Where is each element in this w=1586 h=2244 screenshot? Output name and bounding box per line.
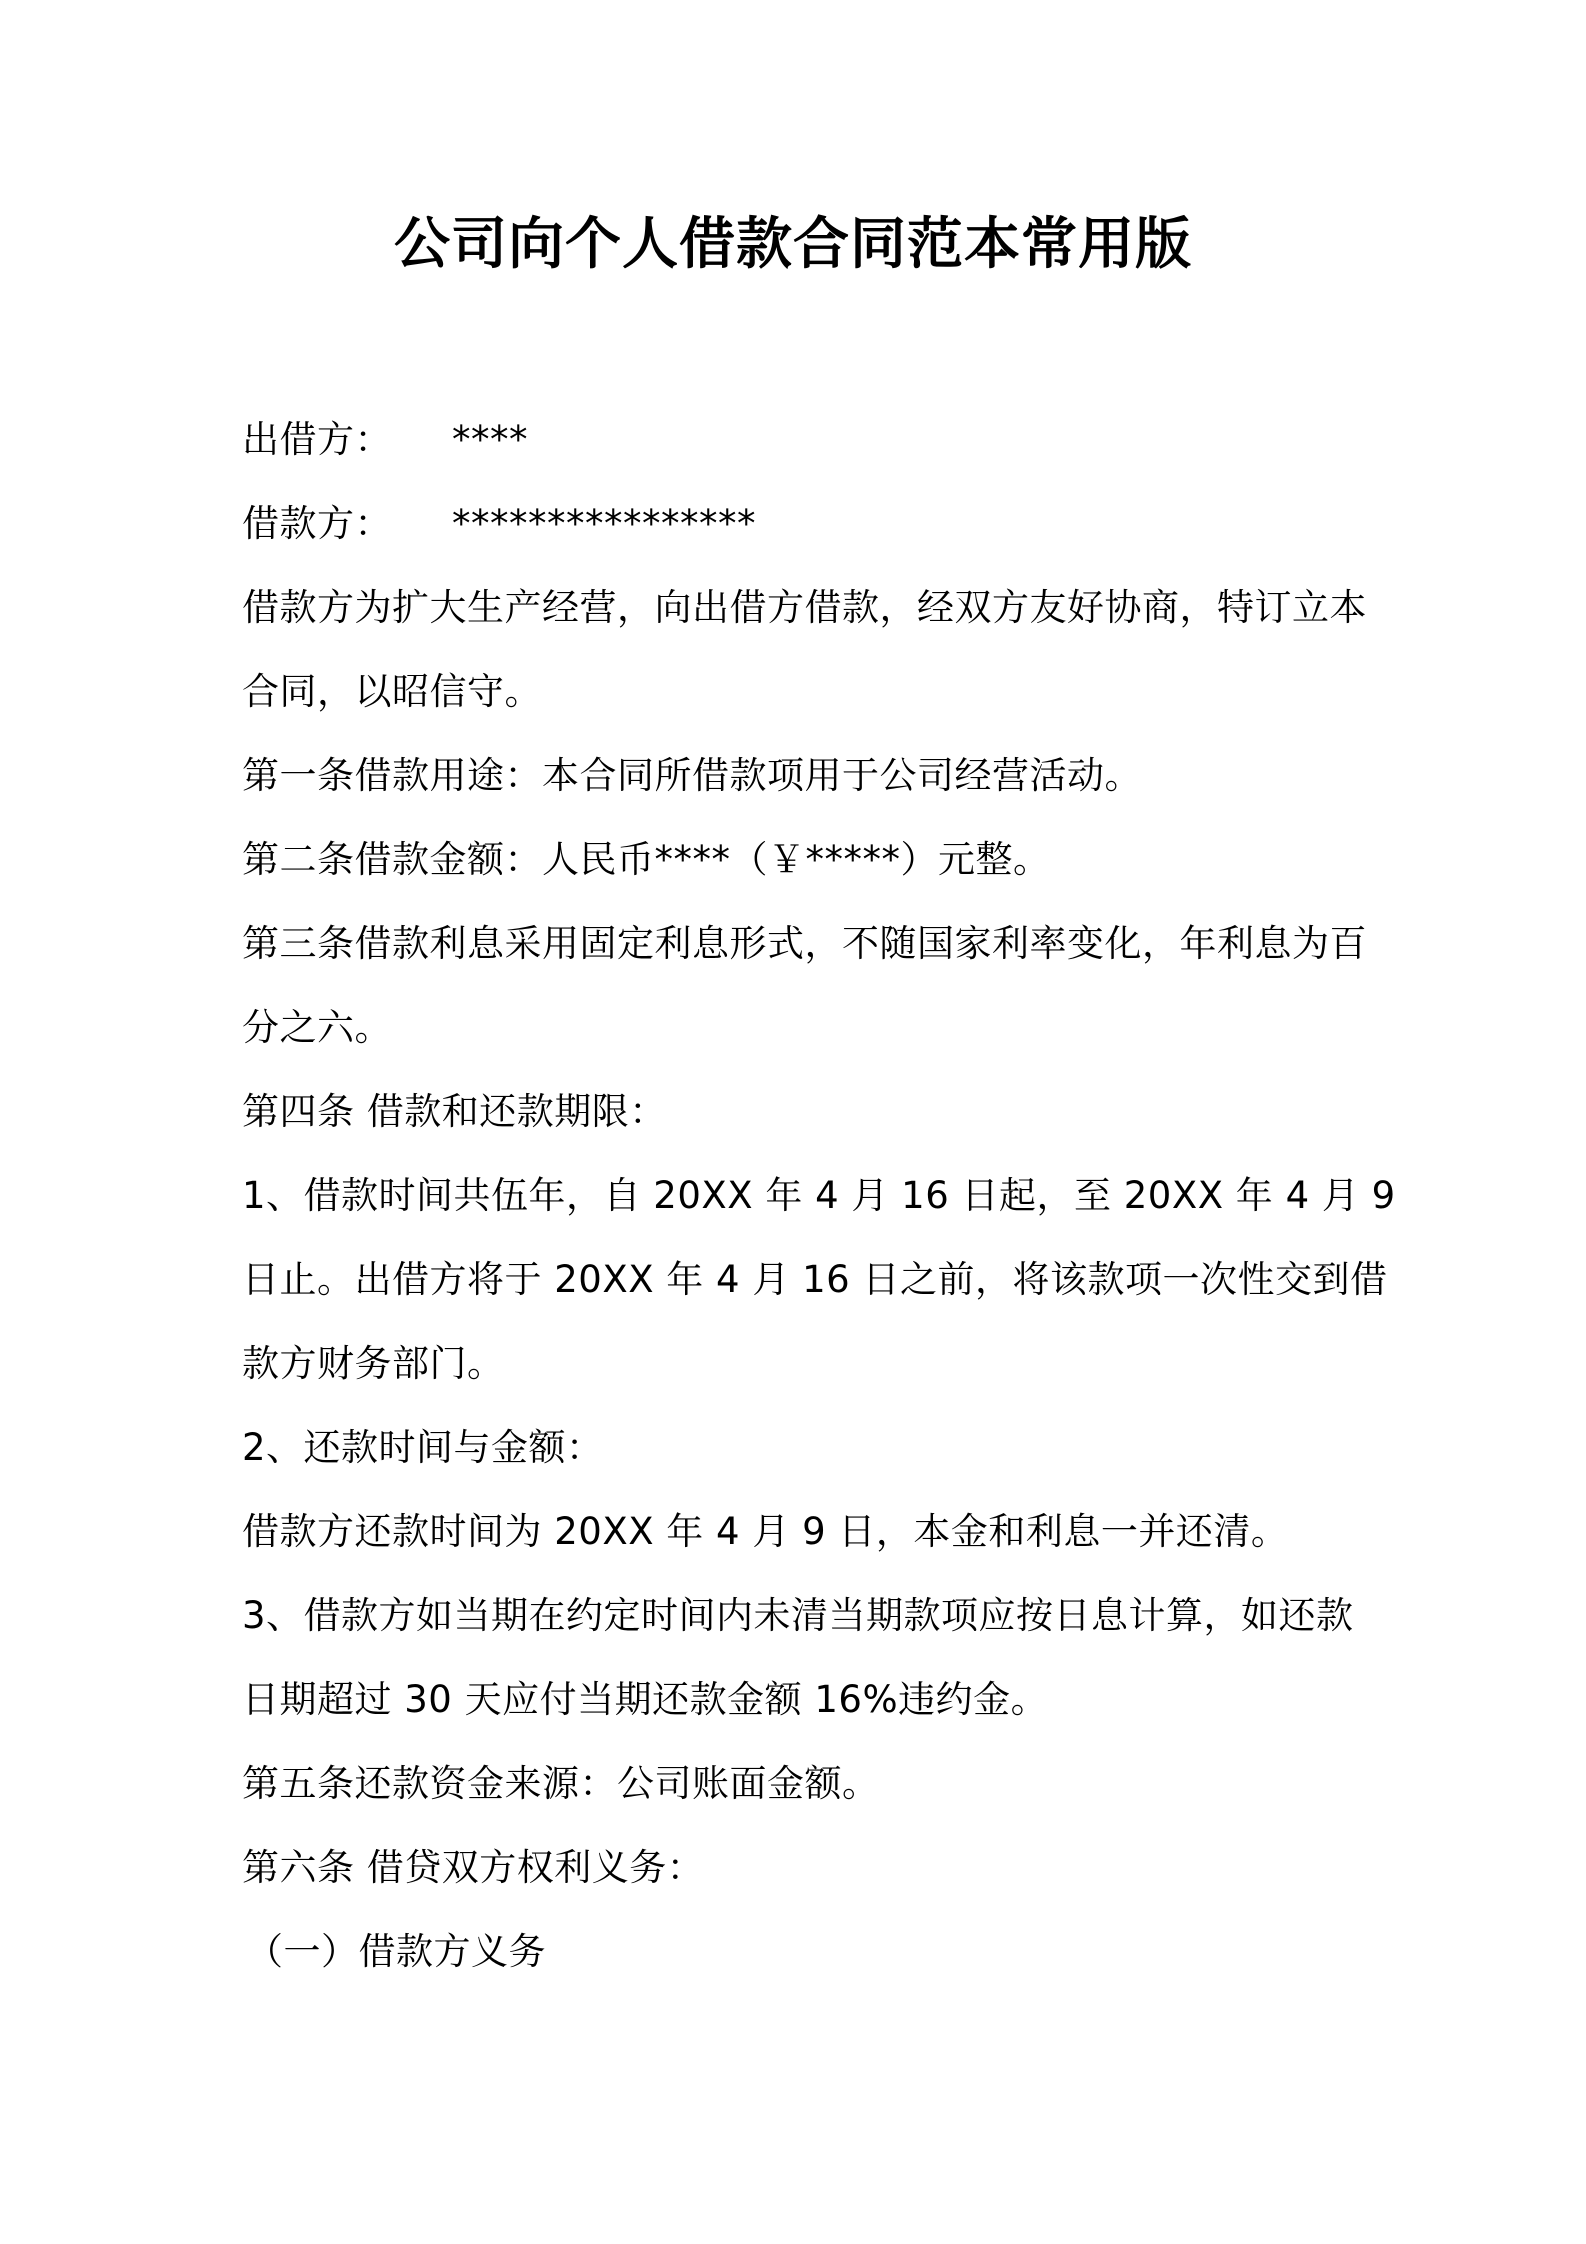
article-5-source: 第五条还款资金来源：公司账面金额。	[242, 1762, 880, 1805]
borrower-value: ****************	[452, 502, 756, 545]
clause-1-line: 款方财务部门。	[242, 1342, 505, 1385]
clause-3-line: 日期超过 30 天应付当期还款金额 16%违约金。	[242, 1678, 1049, 1721]
clause-2-heading: 2、还款时间与金额：	[242, 1426, 604, 1469]
article-4-term-heading: 第四条 借款和还款期限：	[242, 1090, 667, 1133]
borrower-label: 借款方：	[242, 502, 392, 545]
clause-3-line: 3、借款方如当期在约定时间内未清当期款项应按日息计算，如还款	[242, 1594, 1354, 1637]
paragraph-line: 分之六。	[242, 1006, 392, 1049]
document-body	[242, 398, 1396, 1994]
clause-2-line: 借款方还款时间为 20XX 年 4 月 9 日，本金和利息一并还清。	[242, 1510, 1289, 1553]
article-1-purpose: 第一条借款用途：本合同所借款项用于公司经营活动。	[242, 754, 1142, 797]
lender-label: 出借方：	[242, 418, 392, 461]
clause-1-line: 日止。出借方将于 20XX 年 4 月 16 日之前，将该款项一次性交到借	[242, 1258, 1388, 1301]
paragraph-line: 合同，以昭信守。	[242, 670, 542, 713]
article-2-amount: 第二条借款金额：人民币****（￥*****）元整。	[242, 838, 1051, 881]
paragraph-line: 借款方为扩大生产经营，向出借方借款，经双方友好协商，特订立本	[242, 586, 1367, 629]
article-6-heading: 第六条 借贷双方权利义务：	[242, 1846, 705, 1889]
subsection-borrower-obligations: （一）借款方义务	[246, 1930, 546, 1973]
clause-1-line: 1、借款时间共伍年，自 20XX 年 4 月 16 日起，至 20XX 年 4 月 9	[242, 1174, 1396, 1217]
lender-value: ****	[452, 418, 528, 461]
borrower-line	[242, 482, 1362, 566]
document-title: 公司向个人借款合同范本常用版	[394, 212, 1192, 277]
article-3-interest: 第三条借款利息采用固定利息形式，不随国家利率变化，年利息为百	[242, 922, 1367, 965]
lender-line	[242, 398, 1362, 482]
